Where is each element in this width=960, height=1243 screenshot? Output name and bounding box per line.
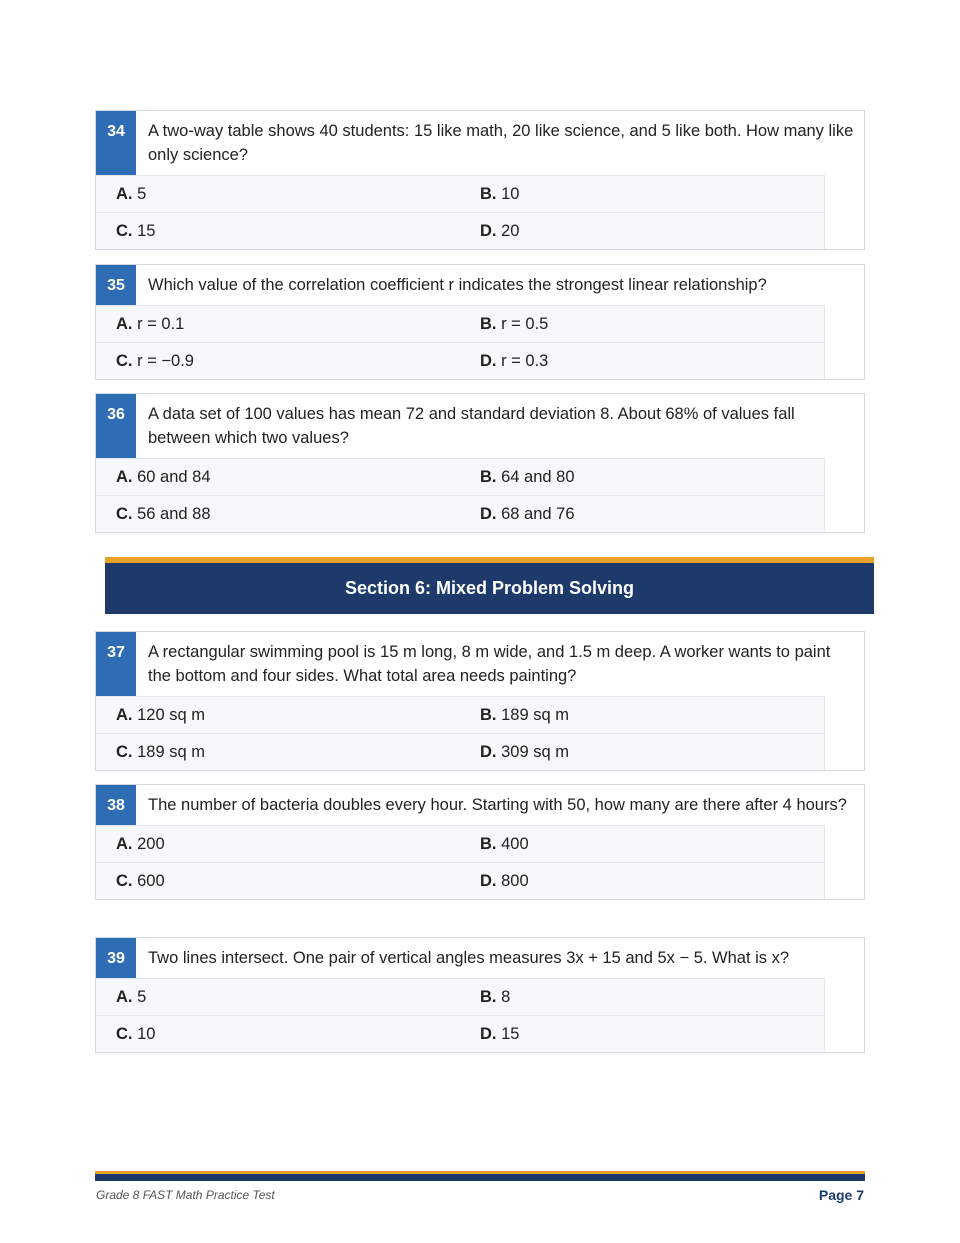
question-38 bbox=[95, 784, 865, 900]
option-d[interactable]: D. r = 0.3 bbox=[480, 352, 549, 370]
question-36 bbox=[95, 393, 865, 533]
option-a[interactable]: A. r = 0.1 bbox=[116, 315, 185, 333]
option-a[interactable]: A. 5 bbox=[116, 185, 147, 203]
option-b[interactable]: B. 10 bbox=[480, 185, 520, 203]
page-number: Page 7 bbox=[818, 1187, 864, 1203]
option-a[interactable]: A. 200 bbox=[116, 835, 165, 853]
option-d[interactable]: D. 309 sq m bbox=[480, 743, 569, 761]
option-d[interactable]: D. 68 and 76 bbox=[480, 505, 575, 523]
question-text: A rectangular swimming pool is 15 m long, 8 m wide, and 1.5 m deep. A worker wants to paint the bottom and four sides. What total area needs painting? bbox=[148, 643, 831, 685]
option-a[interactable]: A. 120 sq m bbox=[116, 706, 205, 724]
question-37 bbox=[95, 631, 865, 771]
option-b[interactable]: B. 400 bbox=[480, 835, 529, 853]
question-35 bbox=[95, 264, 865, 380]
option-c[interactable]: C. r = −0.9 bbox=[116, 352, 194, 370]
option-d[interactable]: D. 15 bbox=[480, 1025, 520, 1043]
question-text: The number of bacteria doubles every hour. Starting with 50, how many are there after 4 hours? bbox=[148, 796, 847, 814]
question-39 bbox=[95, 937, 865, 1053]
option-c[interactable]: C. 10 bbox=[116, 1025, 156, 1043]
question-number: 34 bbox=[96, 111, 136, 175]
question-number: 35 bbox=[96, 265, 136, 305]
question-number: 37 bbox=[96, 632, 136, 696]
footer-divider bbox=[95, 1171, 865, 1181]
option-b[interactable]: B. 64 and 80 bbox=[480, 468, 575, 486]
question-text: Which value of the correlation coefficient r indicates the strongest linear relationship? bbox=[148, 276, 767, 294]
question-text: A two-way table shows 40 students: 15 like math, 20 like science, and 5 like both. How many like only science? bbox=[148, 122, 854, 164]
option-b[interactable]: B. r = 0.5 bbox=[480, 315, 549, 333]
question-text: A data set of 100 values has mean 72 and standard deviation 8. About 68% of values fall between which two values? bbox=[148, 405, 795, 447]
option-d[interactable]: D. 800 bbox=[480, 872, 529, 890]
option-d[interactable]: D. 20 bbox=[480, 222, 520, 240]
option-c[interactable]: C. 15 bbox=[116, 222, 156, 240]
question-number: 36 bbox=[96, 394, 136, 458]
option-b[interactable]: B. 8 bbox=[480, 988, 511, 1006]
option-b[interactable]: B. 189 sq m bbox=[480, 706, 569, 724]
question-34 bbox=[95, 110, 865, 250]
section-header: Section 6: Mixed Problem Solving bbox=[105, 557, 874, 614]
option-c[interactable]: C. 189 sq m bbox=[116, 743, 205, 761]
option-a[interactable]: A. 5 bbox=[116, 988, 147, 1006]
option-a[interactable]: A. 60 and 84 bbox=[116, 468, 211, 486]
question-number: 38 bbox=[96, 785, 136, 825]
option-c[interactable]: C. 600 bbox=[116, 872, 165, 890]
option-c[interactable]: C. 56 and 88 bbox=[116, 505, 211, 523]
question-text: Two lines intersect. One pair of vertical angles measures 3x + 15 and 5x − 5. What is x? bbox=[148, 949, 790, 967]
question-number: 39 bbox=[96, 938, 136, 978]
footer-title: Grade 8 FAST Math Practice Test bbox=[96, 1188, 275, 1202]
